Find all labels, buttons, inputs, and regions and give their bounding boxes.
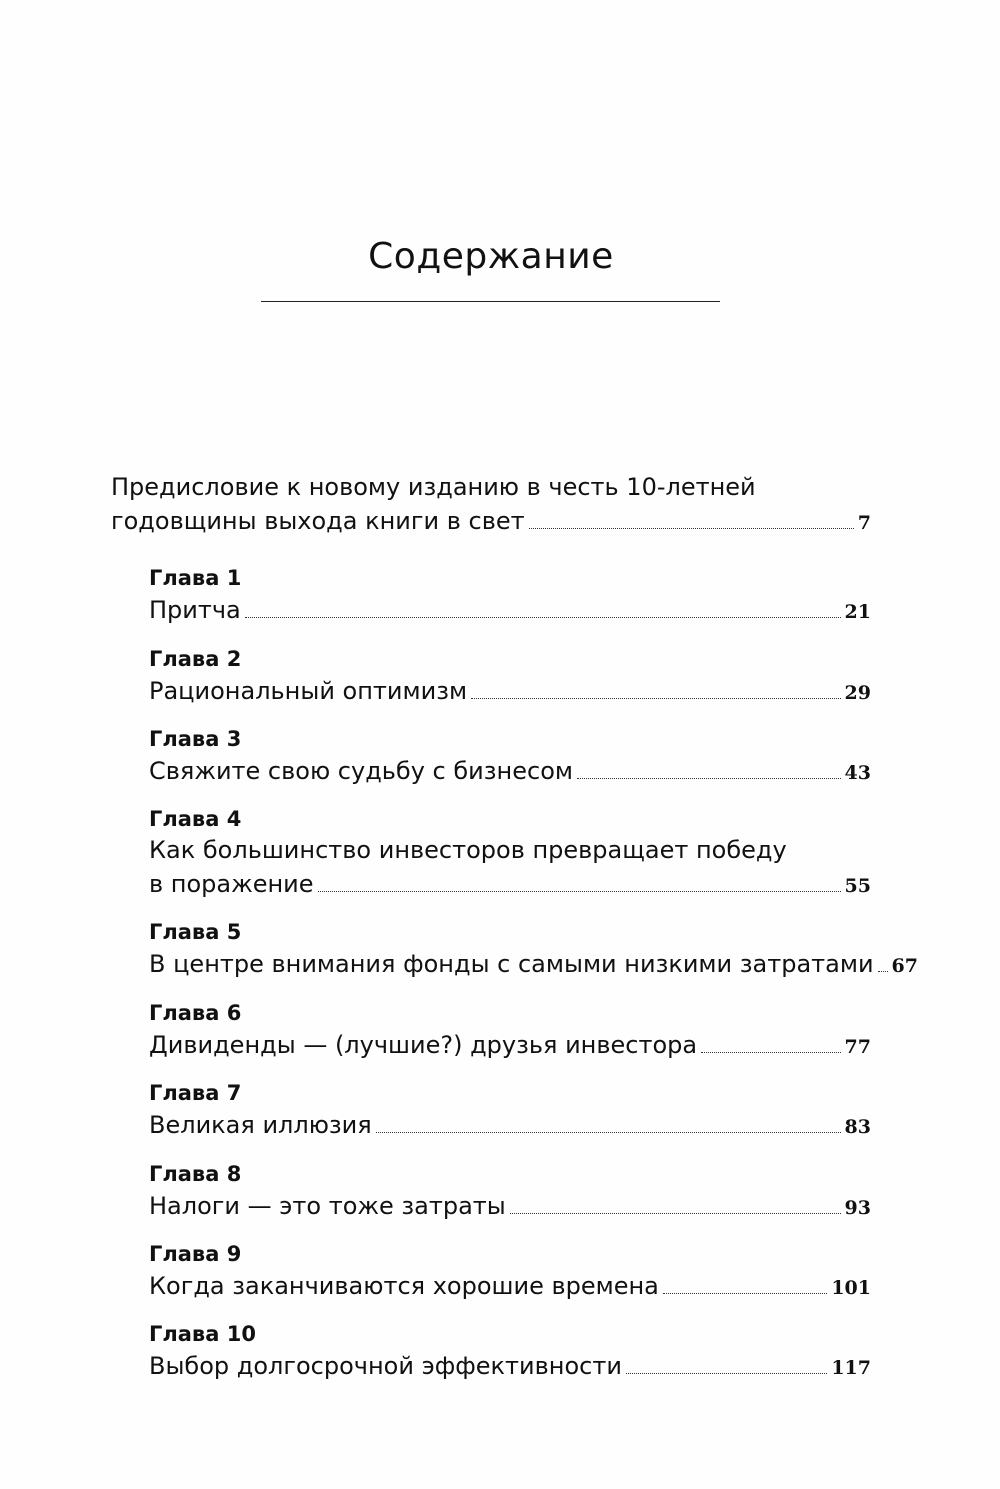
chapter-label: Глава 8 xyxy=(149,1162,242,1186)
chapter-label: Глава 9 xyxy=(149,1242,242,1266)
dot-leader xyxy=(577,778,841,779)
toc-entry-chapter-6[interactable] xyxy=(149,1029,871,1063)
toc-entry-chapter-2[interactable] xyxy=(149,675,871,709)
chapter-label: Глава 5 xyxy=(149,920,242,944)
page-number: 43 xyxy=(844,762,871,784)
chapter-label: Глава 7 xyxy=(149,1081,242,1105)
dot-leader xyxy=(626,1373,827,1374)
page-number: 77 xyxy=(844,1036,871,1058)
title-divider xyxy=(261,301,720,302)
dot-leader xyxy=(376,1132,841,1133)
toc-entry-chapter-9[interactable] xyxy=(149,1270,871,1304)
chapter-label: Глава 4 xyxy=(149,807,242,831)
chapter-title: Дивиденды — (лучшие?) друзья инвестора xyxy=(149,1031,698,1059)
page-number: 83 xyxy=(844,1116,871,1138)
chapter-title: Великая иллюзия xyxy=(149,1111,372,1139)
page-number: 67 xyxy=(891,955,918,977)
preface-title-line1: Предисловие к новому изданию в честь 10-летней xyxy=(111,473,756,501)
page-number: 101 xyxy=(831,1277,871,1299)
chapter-label: Глава 2 xyxy=(149,647,242,671)
chapter-title: Притча xyxy=(149,596,241,624)
chapter-title: в поражение xyxy=(149,870,314,898)
chapter-title: Когда заканчиваются хорошие времена xyxy=(149,1272,659,1300)
dot-leader xyxy=(701,1052,840,1053)
dot-leader xyxy=(510,1213,841,1214)
chapter-label: Глава 3 xyxy=(149,727,242,751)
preface-title-line2: годовщины выхода книги в свет xyxy=(111,507,525,535)
toc-entry-chapter-3[interactable] xyxy=(149,755,871,789)
chapter-title: В центре внимания фонды с самыми низкими затратами xyxy=(149,950,874,978)
dot-leader xyxy=(529,528,854,529)
chapter-label: Глава 1 xyxy=(149,566,242,590)
page-number: 7 xyxy=(857,512,871,534)
toc-entry-chapter-4[interactable] xyxy=(149,868,871,902)
dot-leader xyxy=(471,698,840,699)
dot-leader xyxy=(878,971,888,972)
chapter-title-line1: Как большинство инвесторов превращает победу xyxy=(149,836,787,864)
page-number: 55 xyxy=(844,875,871,897)
chapter-label: Глава 6 xyxy=(149,1001,242,1025)
dot-leader xyxy=(245,617,841,618)
page-number: 29 xyxy=(844,682,871,704)
chapter-title: Рациональный оптимизм xyxy=(149,677,468,705)
toc-entry-chapter-10[interactable] xyxy=(149,1350,871,1384)
dot-leader xyxy=(318,891,841,892)
chapter-title: Налоги — это тоже затраты xyxy=(149,1192,506,1220)
page-number: 117 xyxy=(831,1357,871,1379)
dot-leader xyxy=(663,1293,827,1294)
chapter-title: Свяжите свою судьбу с бизнесом xyxy=(149,757,573,785)
toc-entry-chapter-1[interactable] xyxy=(149,594,871,628)
page-number: 93 xyxy=(844,1197,871,1219)
page-number: 21 xyxy=(844,601,871,623)
toc-entry-chapter-8[interactable] xyxy=(149,1190,871,1224)
toc-entry-chapter-7[interactable] xyxy=(149,1109,871,1143)
chapter-label: Глава 10 xyxy=(149,1322,256,1346)
toc-entry-chapter-5[interactable] xyxy=(149,948,918,982)
toc-entry-preface[interactable] xyxy=(111,505,871,539)
chapter-title: Выбор долгосрочной эффективности xyxy=(149,1352,622,1380)
page-title: Содержание xyxy=(368,236,614,277)
